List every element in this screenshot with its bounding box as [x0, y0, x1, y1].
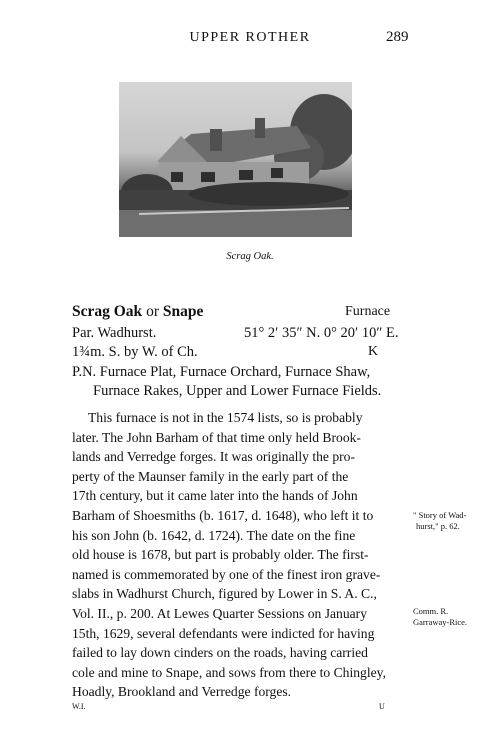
body-line: lands and Verredge forges. It was originally the pro-: [72, 449, 355, 465]
entry-category: Furnace: [345, 304, 391, 319]
body-line: slabs in Wadhurst Church, figured by Lower in S. A. C.,: [72, 586, 377, 602]
side-note-reference-cont: hurst," p. 62.: [416, 521, 460, 531]
body-line: 17th century, but it came later into the hands of John: [72, 488, 358, 504]
body-line: later. The John Barham of that time only held Brook-: [72, 429, 361, 445]
entry-distance: 1¾m. S. by W. of Ch.: [72, 344, 198, 360]
body-line: named is commemorated by one of the finest iron grave-: [72, 566, 381, 582]
body-line: perty of the Maunser family in the early part of the: [72, 468, 349, 484]
house-photograph: [119, 82, 352, 237]
body-line: Vol. II., p. 200. At Lewes Quarter Sessions on January: [72, 606, 367, 621]
entry-place-names: P.N. Furnace Plat, Furnace Orchard, Furnace Shaw,: [72, 364, 371, 380]
entry-name-main: Scrag Oak: [72, 303, 143, 320]
body-line: old house is 1678, but part is probably older. The first-: [72, 547, 369, 563]
entry-grid-letter: K: [368, 344, 379, 359]
side-note-source: Comm. R.: [413, 606, 449, 616]
entry-coordinates: 51° 2′ 35″ N. 0° 20′ 10″ E.: [244, 325, 399, 341]
printer-signature-right: U: [379, 702, 385, 711]
body-line: This furnace is not in the 1574 lists, so is probably: [88, 410, 363, 425]
side-note-source-cont: Garraway-Rice.: [413, 617, 468, 627]
page-number: 289: [386, 29, 409, 45]
body-line-last: Hoadly, Brookland and Verredge forges.: [72, 684, 292, 700]
body-line: Barham of Shoesmiths (b. 1617, d. 1648), who left it to: [72, 508, 374, 523]
photo-illustration: [119, 82, 352, 237]
body-line: his son John (b. 1642, d. 1724). The date on the fine: [72, 527, 356, 543]
body-line: 15th, 1629, several defendants were indicted for having: [72, 625, 375, 641]
side-note-reference: " Story of Wad-: [413, 510, 467, 520]
running-header: UPPER ROTHER: [189, 30, 311, 45]
body-line: failed to lay down cinders on the roads, having carried: [72, 645, 368, 661]
entry-place-names-cont: Furnace Rakes, Upper and Lower Furnace Fields.: [93, 383, 382, 399]
entry-name-alt: Snape: [162, 303, 204, 320]
entry-parish: Par. Wadhurst.: [72, 325, 157, 341]
entry-title: [72, 303, 203, 321]
photo-caption: Scrag Oak.: [226, 251, 274, 262]
entry-name-or: or: [142, 303, 163, 320]
body-line: cole and mine to Snape, and sows from there to Chingley,: [72, 664, 386, 680]
printer-signature-left: W.I.: [72, 702, 86, 711]
